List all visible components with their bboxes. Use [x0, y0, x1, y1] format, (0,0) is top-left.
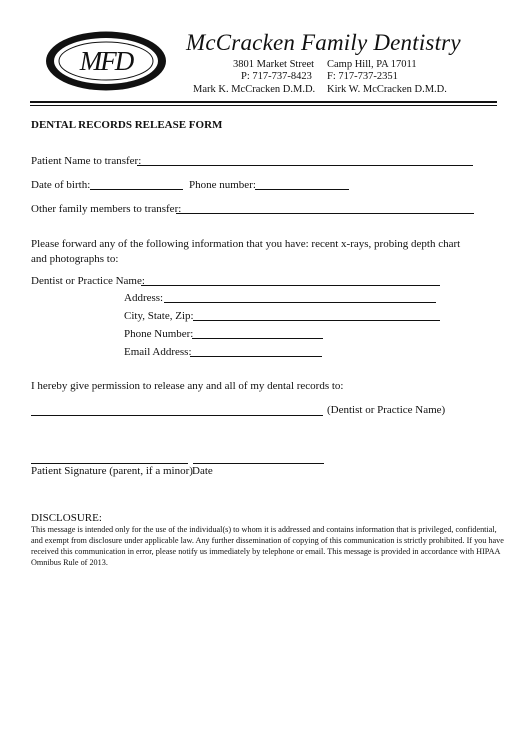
practice-phone-field[interactable] [192, 338, 323, 339]
signature-field[interactable] [31, 463, 188, 464]
header-rule-thick [30, 101, 497, 103]
recipient-field[interactable] [31, 415, 323, 416]
signature-label: Patient Signature (parent, if a minor) [31, 465, 193, 477]
permission-text: I hereby give permission to release any and all of my dental records to: [31, 380, 344, 392]
phone-field[interactable] [255, 189, 349, 190]
family-field[interactable] [176, 213, 474, 214]
practice-logo [44, 30, 168, 92]
city-state-zip: Camp Hill, PA 17011 [327, 59, 417, 70]
dob-label: Date of birth: [31, 179, 91, 191]
recipient-caption: (Dentist or Practice Name) [327, 404, 446, 416]
form-title: DENTAL RECORDS RELEASE FORM [31, 119, 223, 131]
address-label: Address: [124, 292, 164, 304]
address-field[interactable] [164, 302, 436, 303]
disclosure-title: DISCLOSURE: [31, 512, 102, 524]
practice-name: McCracken Family Dentistry [186, 30, 461, 55]
date-field[interactable] [193, 463, 324, 464]
email-field[interactable] [190, 356, 322, 357]
city-label: City, State, Zip: [124, 310, 194, 322]
svg-text:MFD: MFD [79, 46, 133, 76]
practice-phone-label: Phone Number: [124, 328, 194, 340]
disclosure-text: This message is intended only for the use of the individual(s) to whom it is addressed and contains information that is privileged, confidential, and exempt from disclosure under applicable law. Any further dissemination of copying of this communication is strictly prohibited. If you have received this communication in error, please notify us immediately by telephone or email. This message is provided in accordance with HIPAA Omnibus Rule of 2013. [31, 525, 504, 567]
family-label: Other family members to transfer: [31, 203, 182, 215]
doctor-kirk: Kirk W. McCracken D.M.D. [327, 84, 447, 95]
dentist-field[interactable] [141, 285, 440, 286]
forward-instructions: Please forward any of the following information that you have: recent x-rays, probing depth chart and photographs to: [31, 238, 461, 265]
email-label: Email Address: [124, 346, 192, 358]
city-field[interactable] [193, 320, 440, 321]
patient-name-label: Patient Name to transfer: [31, 155, 142, 167]
doctor-mark: Mark K. McCracken D.M.D. [193, 84, 316, 95]
dentist-label: Dentist or Practice Name: [31, 275, 145, 287]
phone-label: Phone number: [189, 179, 256, 191]
fax-number: F: 717-737-2351 [327, 71, 398, 82]
phone-number: P: 717-737-8423 [241, 71, 312, 82]
header-rule-thin [30, 105, 497, 106]
date-label: Date [192, 465, 213, 477]
street-address: 3801 Market Street [233, 59, 315, 70]
patient-name-field[interactable] [137, 165, 473, 166]
dob-field[interactable] [90, 189, 183, 190]
